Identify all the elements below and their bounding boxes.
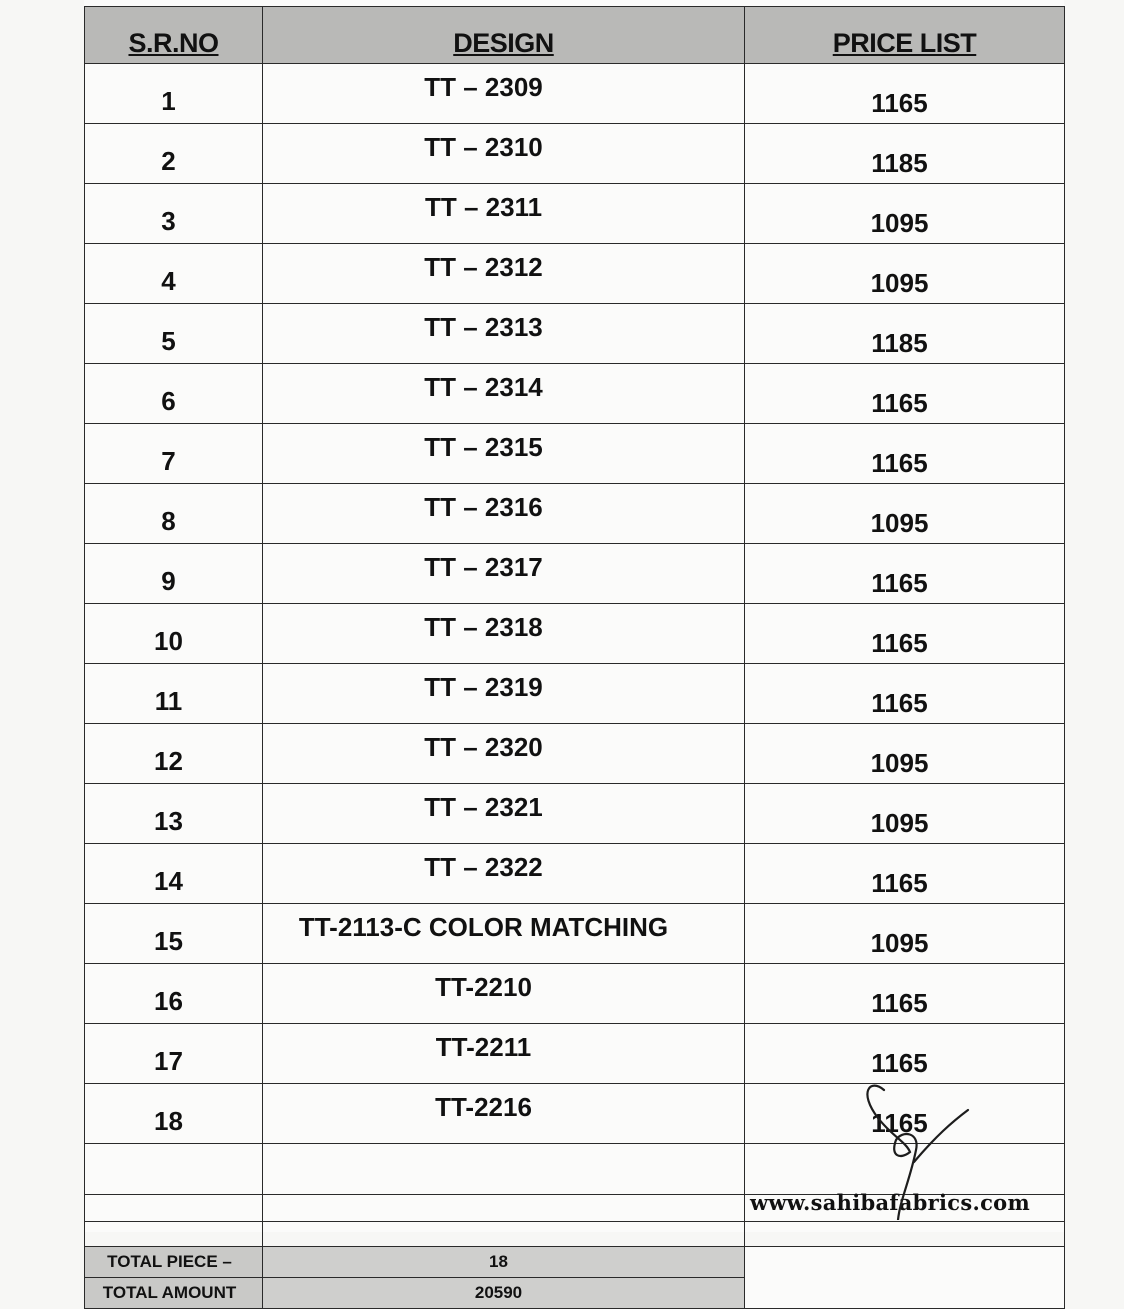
sr-no-cell: 13 <box>85 784 263 844</box>
design-cell: TT-2211 <box>263 1024 745 1084</box>
blank-row <box>85 1222 1065 1247</box>
design-cell: TT – 2314 <box>263 364 745 424</box>
price-cell: 1165 <box>745 64 1065 124</box>
total-piece-value: 18 <box>263 1247 745 1278</box>
table-row <box>85 244 1065 304</box>
header-row <box>85 7 1065 64</box>
price-cell: 1165 <box>745 664 1065 724</box>
sr-no-cell: 6 <box>85 364 263 424</box>
sr-no-cell: 16 <box>85 964 263 1024</box>
design-cell: TT – 2316 <box>263 484 745 544</box>
total-piece-row <box>85 1247 1065 1278</box>
table-row <box>85 844 1065 904</box>
price-cell: 1185 <box>745 304 1065 364</box>
price-cell: 1095 <box>745 904 1065 964</box>
sr-no-cell: 12 <box>85 724 263 784</box>
sr-no-cell: 10 <box>85 604 263 664</box>
signature-mark <box>840 1070 990 1220</box>
header-design: DESIGN <box>263 7 745 64</box>
sr-no-cell: 4 <box>85 244 263 304</box>
design-cell: TT – 2315 <box>263 424 745 484</box>
table-row <box>85 784 1065 844</box>
design-cell: TT – 2311 <box>263 184 745 244</box>
table-row <box>85 544 1065 604</box>
design-cell: TT – 2313 <box>263 304 745 364</box>
price-cell: 1095 <box>745 244 1065 304</box>
sr-no-cell: 8 <box>85 484 263 544</box>
table-row <box>85 904 1065 964</box>
sr-no-cell: 9 <box>85 544 263 604</box>
price-cell: 1095 <box>745 184 1065 244</box>
price-cell: 1095 <box>745 724 1065 784</box>
price-cell: 1165 <box>745 1084 1065 1144</box>
price-cell: 1165 <box>745 604 1065 664</box>
design-cell: TT – 2310 <box>263 124 745 184</box>
price-cell: 1165 <box>745 364 1065 424</box>
price-cell: 1185 <box>745 124 1065 184</box>
total-amount-value: 20590 <box>263 1278 745 1309</box>
sr-no-cell: 3 <box>85 184 263 244</box>
price-cell: 1165 <box>745 964 1065 1024</box>
design-cell: TT – 2322 <box>263 844 745 904</box>
header-price-list: PRICE LIST <box>745 7 1065 64</box>
design-cell: TT – 2320 <box>263 724 745 784</box>
total-amount-label: TOTAL AMOUNT <box>85 1278 263 1309</box>
total-piece-label: TOTAL PIECE – <box>85 1247 263 1278</box>
table-row <box>85 304 1065 364</box>
price-cell: 1095 <box>745 784 1065 844</box>
price-cell: 1165 <box>745 844 1065 904</box>
sr-no-cell: 18 <box>85 1084 263 1144</box>
design-cell: TT – 2309 <box>263 64 745 124</box>
design-cell: TT-2216 <box>263 1084 745 1144</box>
table-row <box>85 604 1065 664</box>
design-cell: TT-2113-C COLOR MATCHING <box>263 904 745 964</box>
design-cell: TT – 2318 <box>263 604 745 664</box>
table-row <box>85 964 1065 1024</box>
header-sr-no: S.R.NO <box>85 7 263 64</box>
design-cell: TT-2210 <box>263 964 745 1024</box>
table-row <box>85 424 1065 484</box>
design-cell: TT – 2317 <box>263 544 745 604</box>
price-cell: 1095 <box>745 484 1065 544</box>
table-row <box>85 724 1065 784</box>
price-cell: 1165 <box>745 1024 1065 1084</box>
price-cell: 1165 <box>745 544 1065 604</box>
sr-no-cell: 5 <box>85 304 263 364</box>
sr-no-cell: 15 <box>85 904 263 964</box>
sr-no-cell: 14 <box>85 844 263 904</box>
sr-no-cell: 17 <box>85 1024 263 1084</box>
sr-no-cell: 11 <box>85 664 263 724</box>
sr-no-cell: 2 <box>85 124 263 184</box>
table-row <box>85 364 1065 424</box>
table-row <box>85 484 1065 544</box>
table-row <box>85 664 1065 724</box>
design-cell: TT – 2312 <box>263 244 745 304</box>
website-text: www.sahibafabrics.com <box>750 1190 1030 1215</box>
website-cell <box>745 1247 1065 1309</box>
design-cell: TT – 2321 <box>263 784 745 844</box>
price-cell: 1165 <box>745 424 1065 484</box>
table-row <box>85 184 1065 244</box>
table-row <box>85 64 1065 124</box>
table-row <box>85 124 1065 184</box>
sr-no-cell: 1 <box>85 64 263 124</box>
sr-no-cell: 7 <box>85 424 263 484</box>
design-cell: TT – 2319 <box>263 664 745 724</box>
